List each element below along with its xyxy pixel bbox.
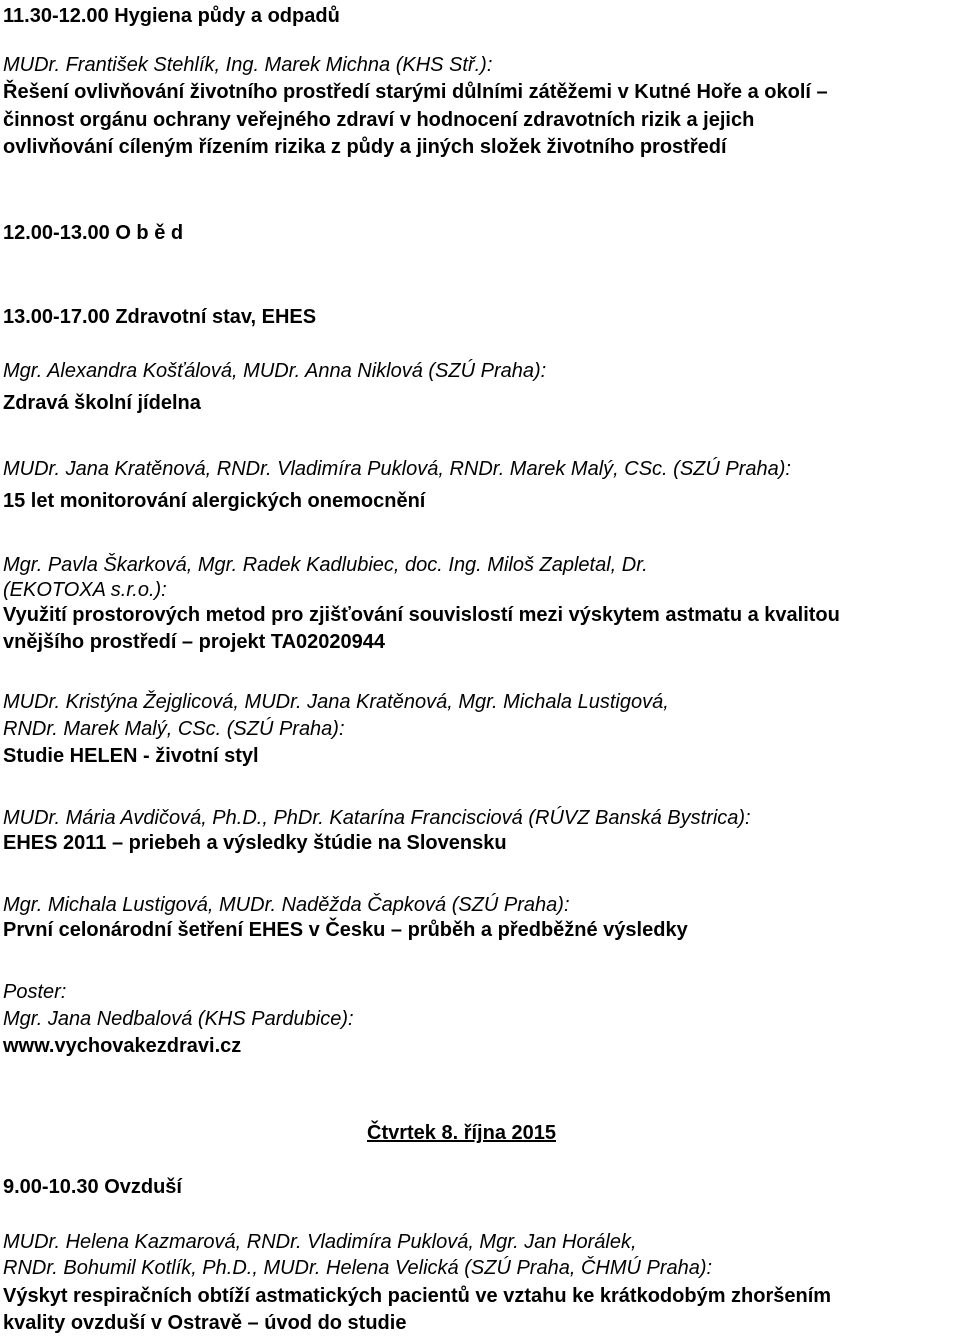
talk-title-line: Řešení ovlivňování životního prostředí starými důlními zátěžemi v Kutné Hoře a okolí – [3, 81, 828, 103]
talk-title: První celonárodní šetření EHES v Česku – průběh a předběžné výsledky [3, 919, 688, 941]
talk-title-line: ovlivňování cíleným řízením rizika z půdy a jiných složek životního prostředí [3, 136, 727, 158]
talk-title: vnějšího prostředí – projekt TA02020944 [3, 631, 386, 653]
speakers-line: MUDr. Helena Kazmarová, RNDr. Vladimíra Puklová, Mgr. Jan Horálek, [3, 1231, 637, 1253]
lunch-break: 12.00-13.00 O b ě d [3, 222, 184, 244]
speakers-line: MUDr. Jana Kratěnová, RNDr. Vladimíra Puklová, RNDr. Marek Malý, CSc. (SZÚ Praha): [3, 458, 791, 480]
talk-title-line: činnost orgánu ochrany veřejného zdraví v hodnocení zdravotních rizik a jejich [3, 109, 755, 131]
talk-title: Studie HELEN - životní styl [3, 745, 259, 767]
session-heading-hygiena: 11.30-12.00 Hygiena půdy a odpadů [3, 5, 340, 27]
talk-title: Zdravá školní jídelna [3, 392, 201, 414]
speakers-line: MUDr. Mária Avdičová, Ph.D., PhDr. Katarína Francisciová (RÚVZ Banská Bystrica): [3, 807, 751, 829]
talk-title: Výskyt respiračních obtíží astmatických pacientů ve vztahu ke krátkodobým zhoršením [3, 1285, 832, 1307]
speakers-line: Mgr. Michala Lustigová, MUDr. Naděžda Čapková (SZÚ Praha): [3, 894, 570, 916]
speakers-line: RNDr. Bohumil Kotlík, Ph.D., MUDr. Helena Velická (SZÚ Praha, ČHMÚ Praha): [3, 1257, 713, 1279]
talk-title: Využití prostorových metod pro zjišťování souvislostí mezi výskytem astmatu a kvalitou [3, 604, 840, 626]
speakers-line: Mgr. Pavla Škarková, Mgr. Radek Kadlubiec, doc. Ing. Miloš Zapletal, Dr. [3, 554, 648, 576]
speakers-line: MUDr. Kristýna Žejglicová, MUDr. Jana Kratěnová, Mgr. Michala Lustigová, [3, 691, 669, 713]
session-heading-ovzdusi: 9.00-10.30 Ovzduší [3, 1176, 182, 1198]
speakers-line: Mgr. Jana Nedbalová (KHS Pardubice): [3, 1008, 354, 1030]
talk-title: 15 let monitorování alergických onemocnění [3, 490, 426, 512]
session-heading-zdravotni-stav: 13.00-17.00 Zdravotní stav, EHES [3, 306, 317, 328]
speakers-line: MUDr. František Stehlík, Ing. Marek Michna (KHS Stř.): [3, 54, 493, 76]
day-heading: Čtvrtek 8. října 2015 [367, 1122, 556, 1144]
talk-title: kvality ovzduší v Ostravě – úvod do studie [3, 1312, 407, 1334]
speakers-line: (EKOTOXA s.r.o.): [3, 579, 167, 601]
speakers-line: RNDr. Marek Malý, CSc. (SZÚ Praha): [3, 718, 345, 740]
poster-label: Poster: [3, 981, 67, 1003]
speakers-line: Mgr. Alexandra Košťálová, MUDr. Anna Niklová (SZÚ Praha): [3, 360, 547, 382]
talk-title: EHES 2011 – priebeh a výsledky štúdie na Slovensku [3, 832, 507, 854]
poster-link: www.vychovakezdravi.cz [3, 1035, 242, 1057]
